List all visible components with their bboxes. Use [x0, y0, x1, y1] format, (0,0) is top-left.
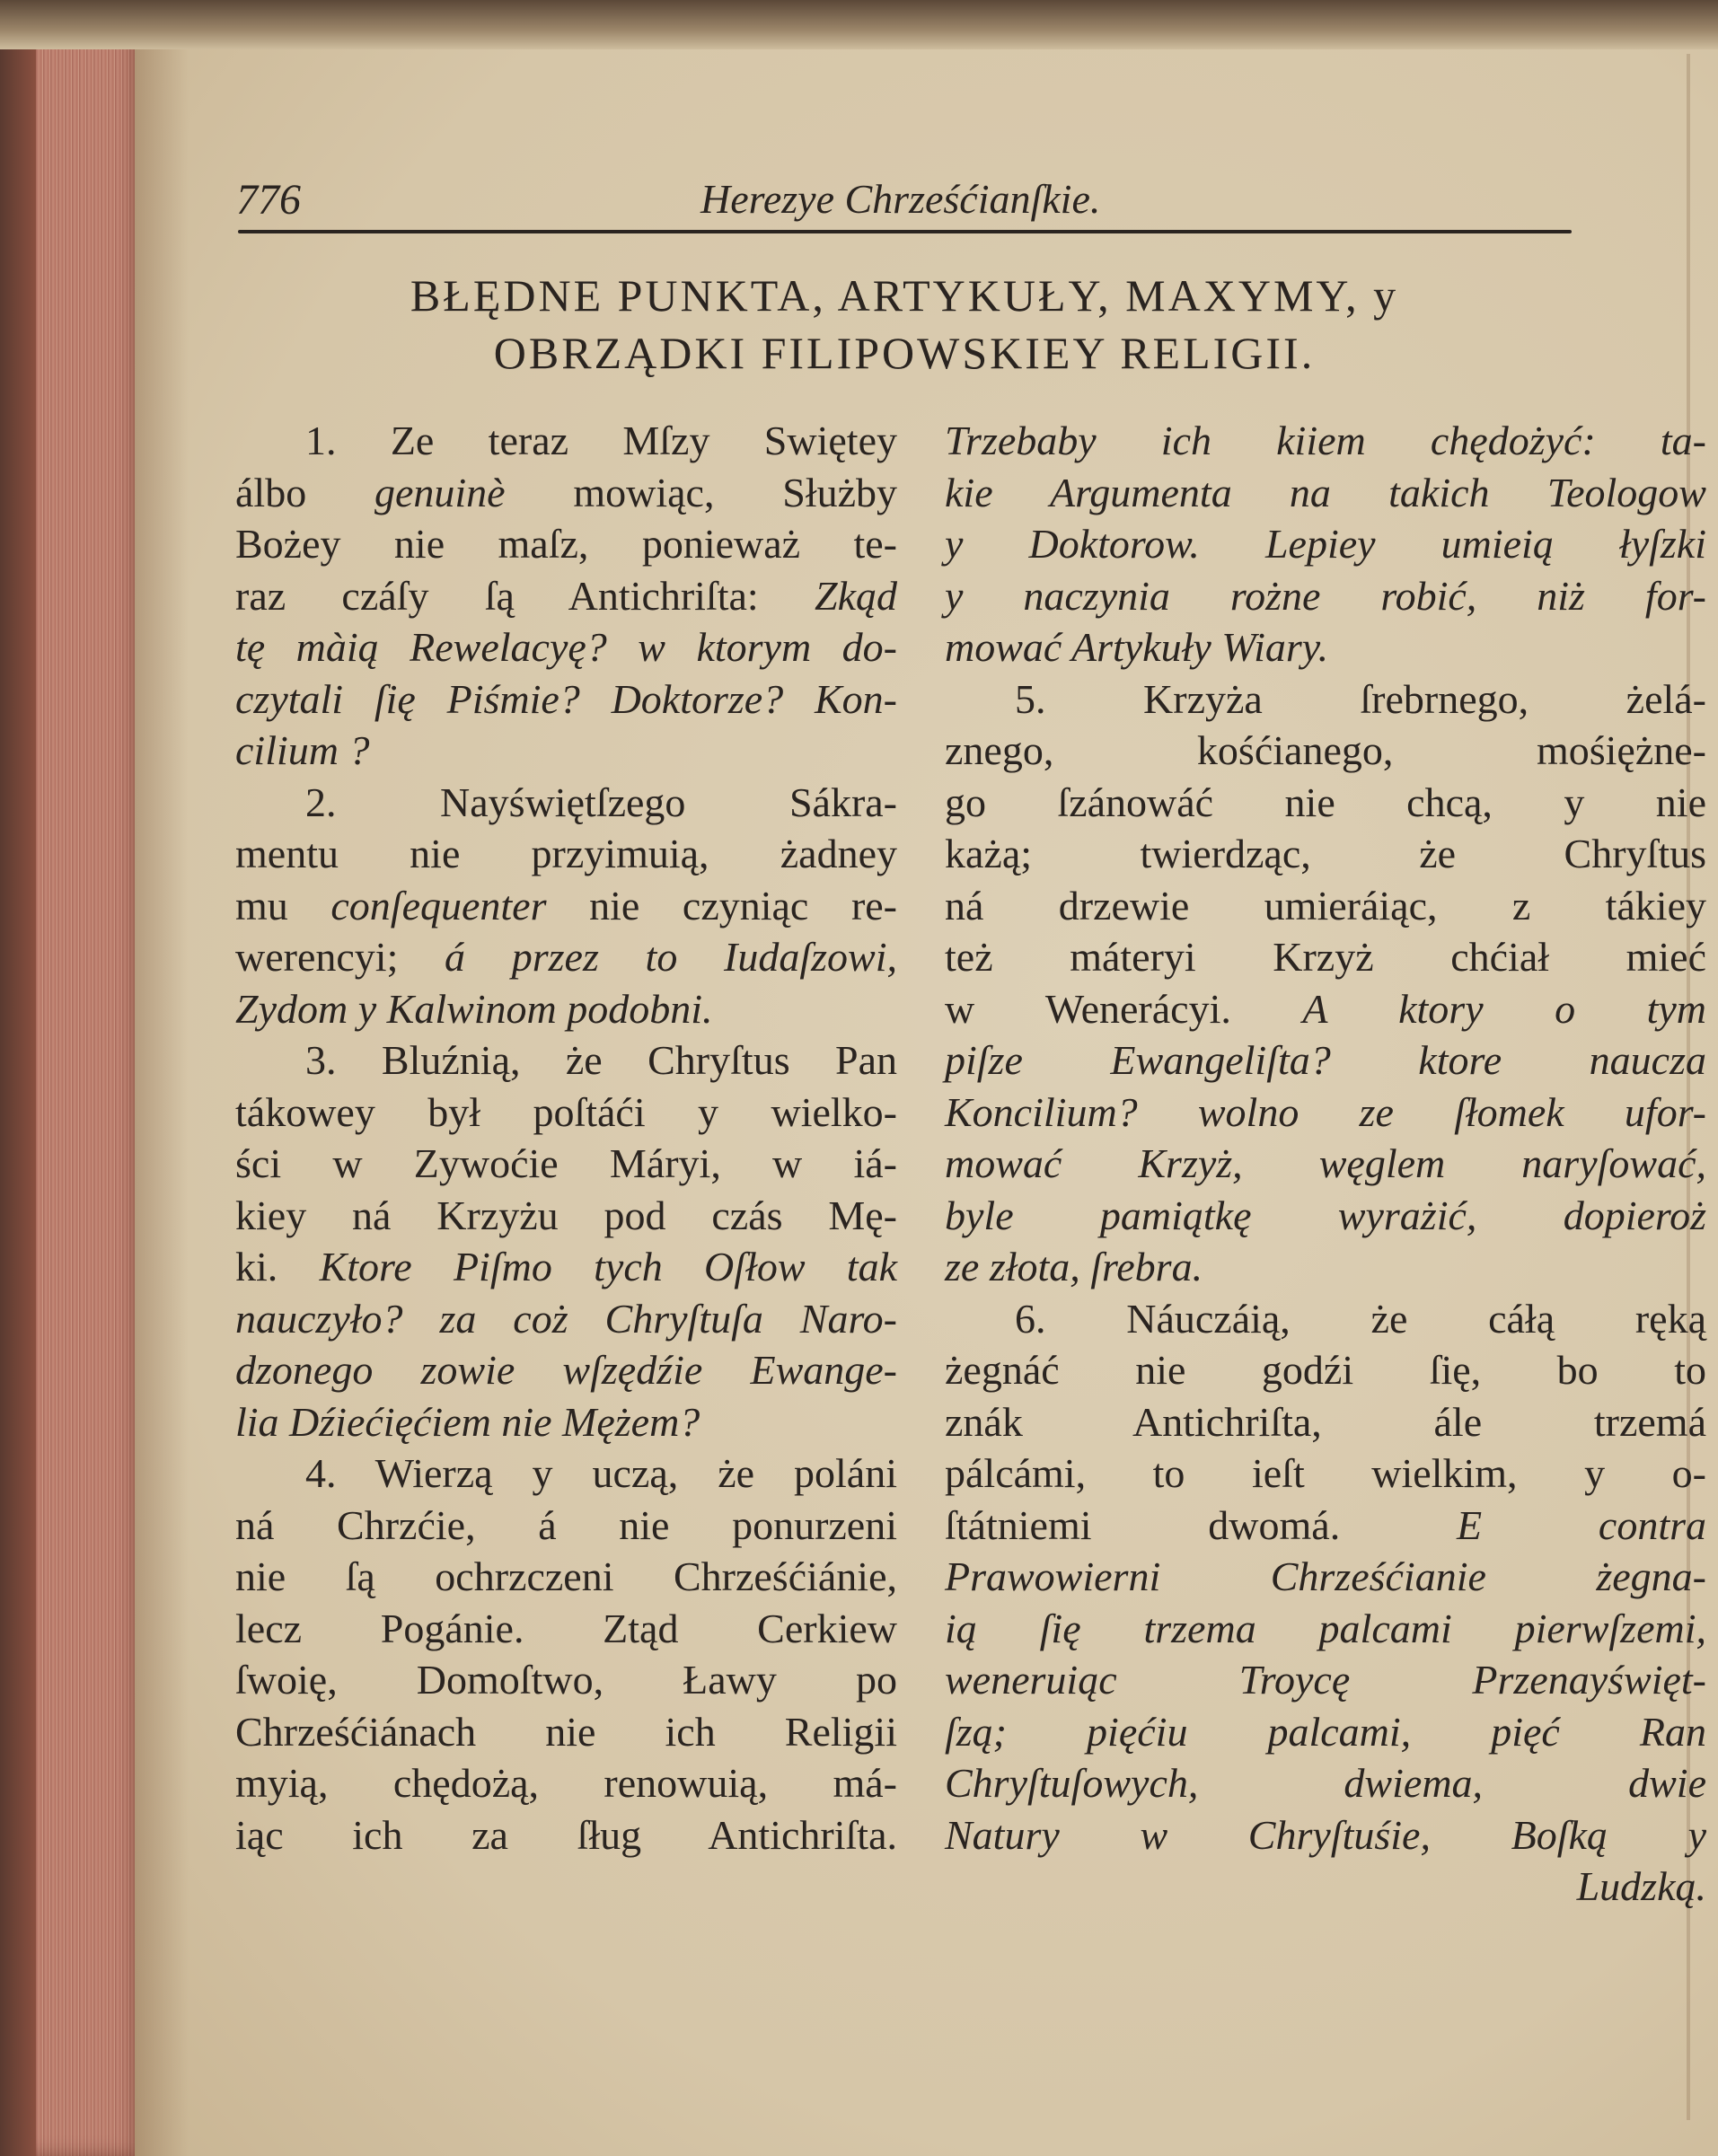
text-line — [945, 1241, 1706, 1293]
text-line — [945, 1087, 1706, 1139]
section-title-line-1: BŁĘDNE PUNKTA, ARTYKUŁY, MAXYMY, y — [410, 270, 1399, 321]
italic-text: piſze Ewangeliſta? ktore naucza — [945, 1037, 1706, 1083]
text-line — [945, 1654, 1706, 1706]
italic-text: nauczyło? za coż Chryſtuſa Naro- — [235, 1295, 897, 1342]
roman-text: werencyi; — [235, 934, 445, 980]
roman-text: mowiąc, Służby — [505, 469, 897, 515]
text-line — [235, 1087, 897, 1139]
roman-text: ná Chrzćie, á nie ponurzeni — [235, 1501, 897, 1548]
text-line — [235, 983, 897, 1035]
italic-text: Zkąd — [815, 572, 897, 619]
text-line — [945, 518, 1706, 570]
text-line — [945, 1757, 1706, 1809]
italic-text: conſequenter — [330, 882, 547, 928]
section-title-line-2: OBRZĄDKI FILIPOWSKIEY RELIGII. — [493, 328, 1316, 378]
text-line — [945, 880, 1706, 932]
roman-text: go ſzánowáć nie chcą, y nie — [945, 779, 1706, 825]
italic-text: ſzą; pięćiu palcami, pięć Ran — [945, 1708, 1706, 1755]
header-rule — [238, 230, 1572, 233]
italic-text: ią ſię trzema palcami pierwſzemi, — [945, 1605, 1706, 1651]
italic-text: weneruiąc Troycę Przenayświęt- — [945, 1657, 1706, 1703]
book-cover-edge — [0, 0, 36, 2156]
text-line — [235, 1706, 897, 1758]
italic-text: Prawowierni Chrześćianie żegna- — [945, 1553, 1706, 1599]
roman-text: 2. Nayświętſzego Sákra- — [305, 779, 897, 825]
roman-text: álbo — [235, 469, 374, 515]
roman-text: też máteryi Krzyż chćiał mieć — [945, 934, 1706, 980]
gutter-shadow — [135, 40, 189, 2156]
text-line — [945, 1344, 1706, 1396]
text-line — [235, 1190, 897, 1242]
italic-text: tę màią Rewelacyę? w ktorym do- — [235, 624, 897, 670]
italic-text: Trzebaby ich kiiem chędożyć: ta- — [945, 418, 1706, 463]
text-line — [945, 1190, 1706, 1242]
text-line — [235, 1603, 897, 1655]
text-line — [945, 1396, 1706, 1448]
italic-text: Natury w Chryſtuśie, Boſką y — [945, 1811, 1706, 1858]
text-line — [945, 1551, 1706, 1603]
text-line — [235, 518, 897, 570]
roman-text: ná drzewie umieráiąc, z tákiey — [945, 882, 1706, 928]
italic-text: lia Dźiećięćiem nie Mężem? — [235, 1398, 700, 1445]
roman-text: w Wenerácyi. — [945, 985, 1303, 1032]
roman-text: 1. Ze teraz Mſzy Swiętey — [305, 418, 897, 463]
text-line — [945, 415, 1706, 467]
text-line — [945, 931, 1706, 983]
text-line — [235, 880, 897, 932]
text-line — [945, 1138, 1706, 1190]
text-line — [945, 1034, 1706, 1087]
text-line — [235, 570, 897, 622]
roman-text: iąc ich za ſług Antichriſta. — [235, 1811, 897, 1858]
page-number: 776 — [236, 176, 301, 224]
roman-text: 5. Krzyża ſrebrnego, żelá- — [1015, 675, 1706, 722]
running-title: Herezye Chrześćianſkie. — [700, 176, 1101, 222]
text-line — [235, 931, 897, 983]
top-page-edge — [0, 0, 1718, 49]
italic-text: mować Krzyż, węglem naryſować, — [945, 1140, 1706, 1186]
italic-text: dzonego zowie wſzędźie Ewange- — [235, 1347, 897, 1393]
italic-text: mować Artykuły Wiary. — [945, 624, 1329, 670]
roman-text: ści w Zywoćie Máryi, w iá- — [235, 1140, 897, 1186]
text-line — [235, 1034, 897, 1087]
text-line — [235, 1809, 897, 1861]
text-line — [945, 1293, 1706, 1345]
roman-text: 4. Wierzą y uczą, że poláni — [305, 1450, 897, 1496]
roman-text: mu — [235, 882, 331, 928]
roman-text: myią, chędożą, renowuią, má- — [235, 1760, 897, 1806]
text-line — [235, 467, 897, 519]
italic-text: kie Argumenta na takich Teologow — [945, 469, 1706, 515]
left-column — [235, 415, 897, 1861]
text-line — [945, 1448, 1706, 1500]
roman-text: Chrześćiánach nie ich Religii — [235, 1708, 897, 1755]
text-line — [945, 828, 1706, 880]
roman-text: każą; twierdząc, że Chryſtus — [945, 831, 1706, 876]
text-line — [235, 1396, 897, 1448]
text-line — [945, 621, 1706, 673]
italic-text: Koncilium? wolno ze ſłomek ufor- — [945, 1088, 1706, 1135]
roman-text: ſwoię, Domoſtwo, Ławy po — [235, 1657, 897, 1703]
text-line — [945, 725, 1706, 777]
italic-text: y naczynia rożne robić, niż for- — [945, 572, 1706, 619]
text-line — [235, 777, 897, 829]
italic-text: czytali ſię Piśmie? Doktorze? Kon- — [235, 675, 897, 722]
italic-text: ze złota, ſrebra. — [945, 1244, 1203, 1289]
roman-text: mentu nie przyimuią, żadney — [235, 831, 897, 876]
text-line — [235, 673, 897, 726]
roman-text: żegnáć nie godźi ſię, bo to — [945, 1347, 1706, 1393]
text-line — [945, 1809, 1706, 1861]
text-line — [945, 570, 1706, 622]
italic-text: genuinè — [374, 469, 506, 515]
text-line — [945, 983, 1706, 1035]
italic-text: byle pamiątkę wyrażić, dopieroż — [945, 1192, 1706, 1238]
italic-text: Chryſtuſowych, dwiema, dwie — [945, 1760, 1706, 1806]
italic-text: Zydom y Kalwinom podobni. — [235, 985, 713, 1032]
roman-text: nie czyniąc re- — [546, 882, 897, 928]
text-line — [235, 828, 897, 880]
roman-text: ki. — [235, 1244, 320, 1289]
roman-text: nie ſą ochrzczeni Chrześćiánie, — [235, 1553, 897, 1599]
roman-text: kiey ná Krzyżu pod czás Mę- — [235, 1192, 897, 1238]
text-line — [235, 1500, 897, 1552]
roman-text: pálcámi, to ieſt wielkim, y o- — [945, 1450, 1706, 1496]
italic-text: E contra — [1457, 1501, 1706, 1548]
text-line — [235, 1293, 897, 1345]
text-line — [945, 1500, 1706, 1552]
text-line — [945, 673, 1706, 726]
italic-text: y Doktorow. Lepiey umieią łyſzki — [945, 521, 1706, 567]
roman-text: Bożey nie maſz, ponieważ te- — [235, 521, 897, 567]
italic-text: cilium ? — [235, 727, 370, 773]
roman-text: lecz Pogánie. Ztąd Cerkiew — [235, 1605, 897, 1651]
text-line — [945, 1861, 1706, 1913]
text-line — [235, 1344, 897, 1396]
text-line — [235, 415, 897, 467]
right-column — [945, 415, 1706, 1913]
text-line — [945, 1706, 1706, 1758]
text-line — [945, 777, 1706, 829]
italic-text: Ludzką. — [1576, 1863, 1706, 1909]
roman-text: znák Antichriſta, ále trzemá — [945, 1398, 1706, 1445]
roman-text: 6. Náuczáią, że cáłą ręką — [1015, 1295, 1706, 1342]
roman-text: tákowey był poſtáći y wielko- — [235, 1088, 897, 1135]
text-line — [235, 1654, 897, 1706]
text-line — [945, 467, 1706, 519]
text-line — [235, 621, 897, 673]
roman-text: 3. Bluźnią, że Chryſtus Pan — [305, 1037, 897, 1083]
roman-text: znego, kośćianego, mośiężne- — [945, 727, 1706, 773]
text-line — [235, 1241, 897, 1293]
italic-text: Ktore Piſmo tych Oſłow tak — [319, 1244, 897, 1289]
text-line — [945, 1603, 1706, 1655]
italic-text: A ktory o tym — [1302, 985, 1707, 1032]
roman-text: ſtátniemi dwomá. — [945, 1501, 1458, 1548]
text-line — [235, 1551, 897, 1603]
text-line — [235, 1138, 897, 1190]
text-line — [235, 725, 897, 777]
italic-text: á przez to Iudaſzowi, — [445, 934, 897, 980]
text-line — [235, 1448, 897, 1500]
roman-text: raz czáſy ſą Antichriſta: — [235, 572, 815, 619]
text-line — [235, 1757, 897, 1809]
